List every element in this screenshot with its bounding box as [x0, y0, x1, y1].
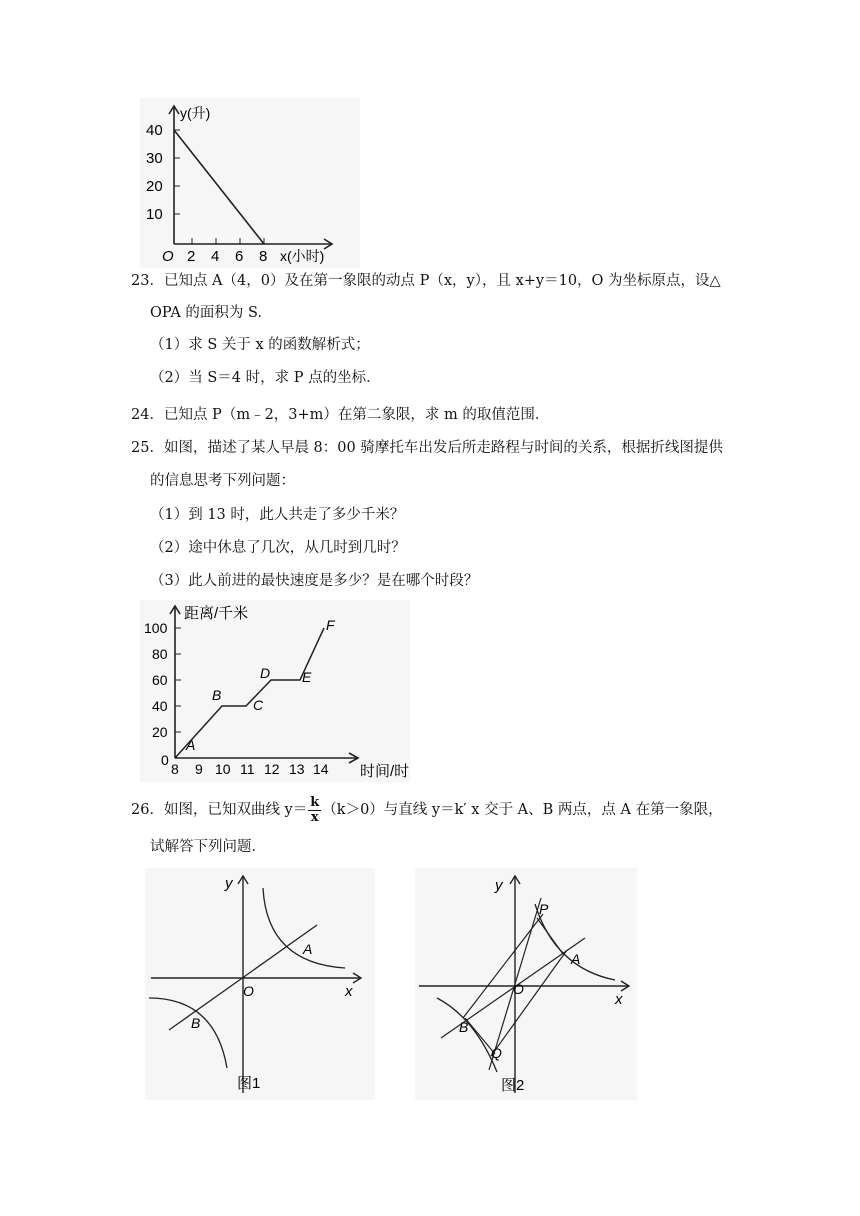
q25-line1: 25．如图，描述了某人早晨 8：00 骑摩托车出发后所走路程与时间的关系，根据折线图提供 — [131, 440, 723, 456]
fig2-point-q: Q — [491, 1045, 502, 1061]
point-d: D — [260, 665, 271, 681]
x-axis-label: 时间/时 — [360, 763, 410, 780]
x-tick-9: 9 — [195, 761, 203, 777]
x-axis-label: x(小时) — [280, 248, 325, 264]
fig1-caption: 图1 — [237, 1075, 261, 1092]
point-c: C — [253, 697, 264, 713]
fig1-point-a: A — [303, 941, 313, 957]
y-tick-80: 80 — [152, 646, 168, 662]
fig1-x-label: x — [345, 983, 353, 1000]
y-tick-100: 100 — [144, 620, 168, 636]
x-tick-4: 4 — [211, 248, 220, 265]
x-tick-10: 10 — [215, 761, 231, 777]
y-tick-20: 20 — [152, 724, 168, 740]
point-f: F — [326, 617, 335, 633]
point-a: A — [186, 737, 196, 753]
q26-frac-den: x — [310, 809, 319, 825]
q26-frac-num: k — [310, 794, 320, 810]
x-tick-12: 12 — [264, 761, 280, 777]
q26-line2: 试解答下列问题． — [150, 839, 266, 855]
y-tick-30: 30 — [146, 150, 163, 167]
y-tick-20: 20 — [146, 178, 163, 195]
fig2-origin: O — [513, 981, 524, 997]
q23-sub1: （1）求 S 关于 x 的函数解析式； — [150, 337, 370, 353]
point-b: B — [212, 687, 222, 703]
y-tick-0: 0 — [161, 752, 169, 768]
q24-line1: 24．已知点 P（m﹣2，3+m）在第二象限，求 m 的取值范围． — [131, 407, 550, 423]
point-e: E — [302, 669, 312, 685]
x-tick-13: 13 — [289, 761, 305, 777]
fuel-time-graph — [140, 98, 360, 268]
fig2-caption: 图2 — [501, 1077, 525, 1094]
q26-prefix: 26．如图，已知双曲线 y＝ — [131, 802, 308, 818]
fig2-point-b: B — [459, 1019, 469, 1035]
q23-line1: 23．已知点 A（4，0）及在第一象限的动点 P（x，y），且 x+y＝10，O 为坐标原点，设△ — [131, 273, 721, 289]
q25-sub1: （1）到 13 时，此人共走了多少千米？ — [150, 507, 405, 523]
distance-time-graph — [140, 600, 420, 782]
fig2-point-a: A — [571, 951, 581, 967]
fig1-point-b: B — [191, 1015, 201, 1031]
fig2-point-p: P — [539, 901, 549, 917]
y-tick-40: 40 — [152, 698, 168, 714]
fig1-y-label: y — [225, 875, 233, 892]
y-tick-10: 10 — [146, 206, 163, 223]
y-tick-60: 60 — [152, 672, 168, 688]
q23-line2: OPA 的面积为 S. — [150, 305, 263, 321]
x-tick-14: 14 — [313, 761, 329, 777]
origin-label: O — [162, 248, 174, 265]
q26-fraction — [308, 796, 321, 825]
fig1-origin: O — [243, 983, 254, 999]
q26-line1 — [131, 790, 723, 830]
x-tick-6: 6 — [235, 248, 244, 265]
x-tick-8: 8 — [171, 761, 179, 777]
q25-line2: 的信息思考下列问题： — [150, 473, 295, 489]
q26-suffix: （k＞0）与直线 y＝k′ x 交于 A、B 两点，点 A 在第一象限， — [322, 802, 723, 818]
x-tick-11: 11 — [240, 761, 255, 777]
q25-sub3: （3）此人前进的最快速度是多少？是在哪个时段？ — [150, 573, 479, 589]
fig2-x-label: x — [615, 991, 623, 1008]
y-axis-label: 距离/千米 — [184, 605, 249, 622]
y-tick-40: 40 — [146, 122, 163, 139]
x-tick-2: 2 — [187, 248, 196, 265]
q25-sub2: （2）途中休息了几次，从几时到几时？ — [150, 540, 406, 556]
figure-2 — [415, 868, 637, 1100]
x-tick-8: 8 — [259, 248, 268, 265]
q23-sub2: （2）当 S＝4 时，求 P 点的坐标． — [150, 370, 381, 386]
fig2-y-label: y — [495, 877, 503, 894]
y-axis-label: y(升) — [180, 105, 211, 121]
figure-1 — [145, 868, 375, 1100]
